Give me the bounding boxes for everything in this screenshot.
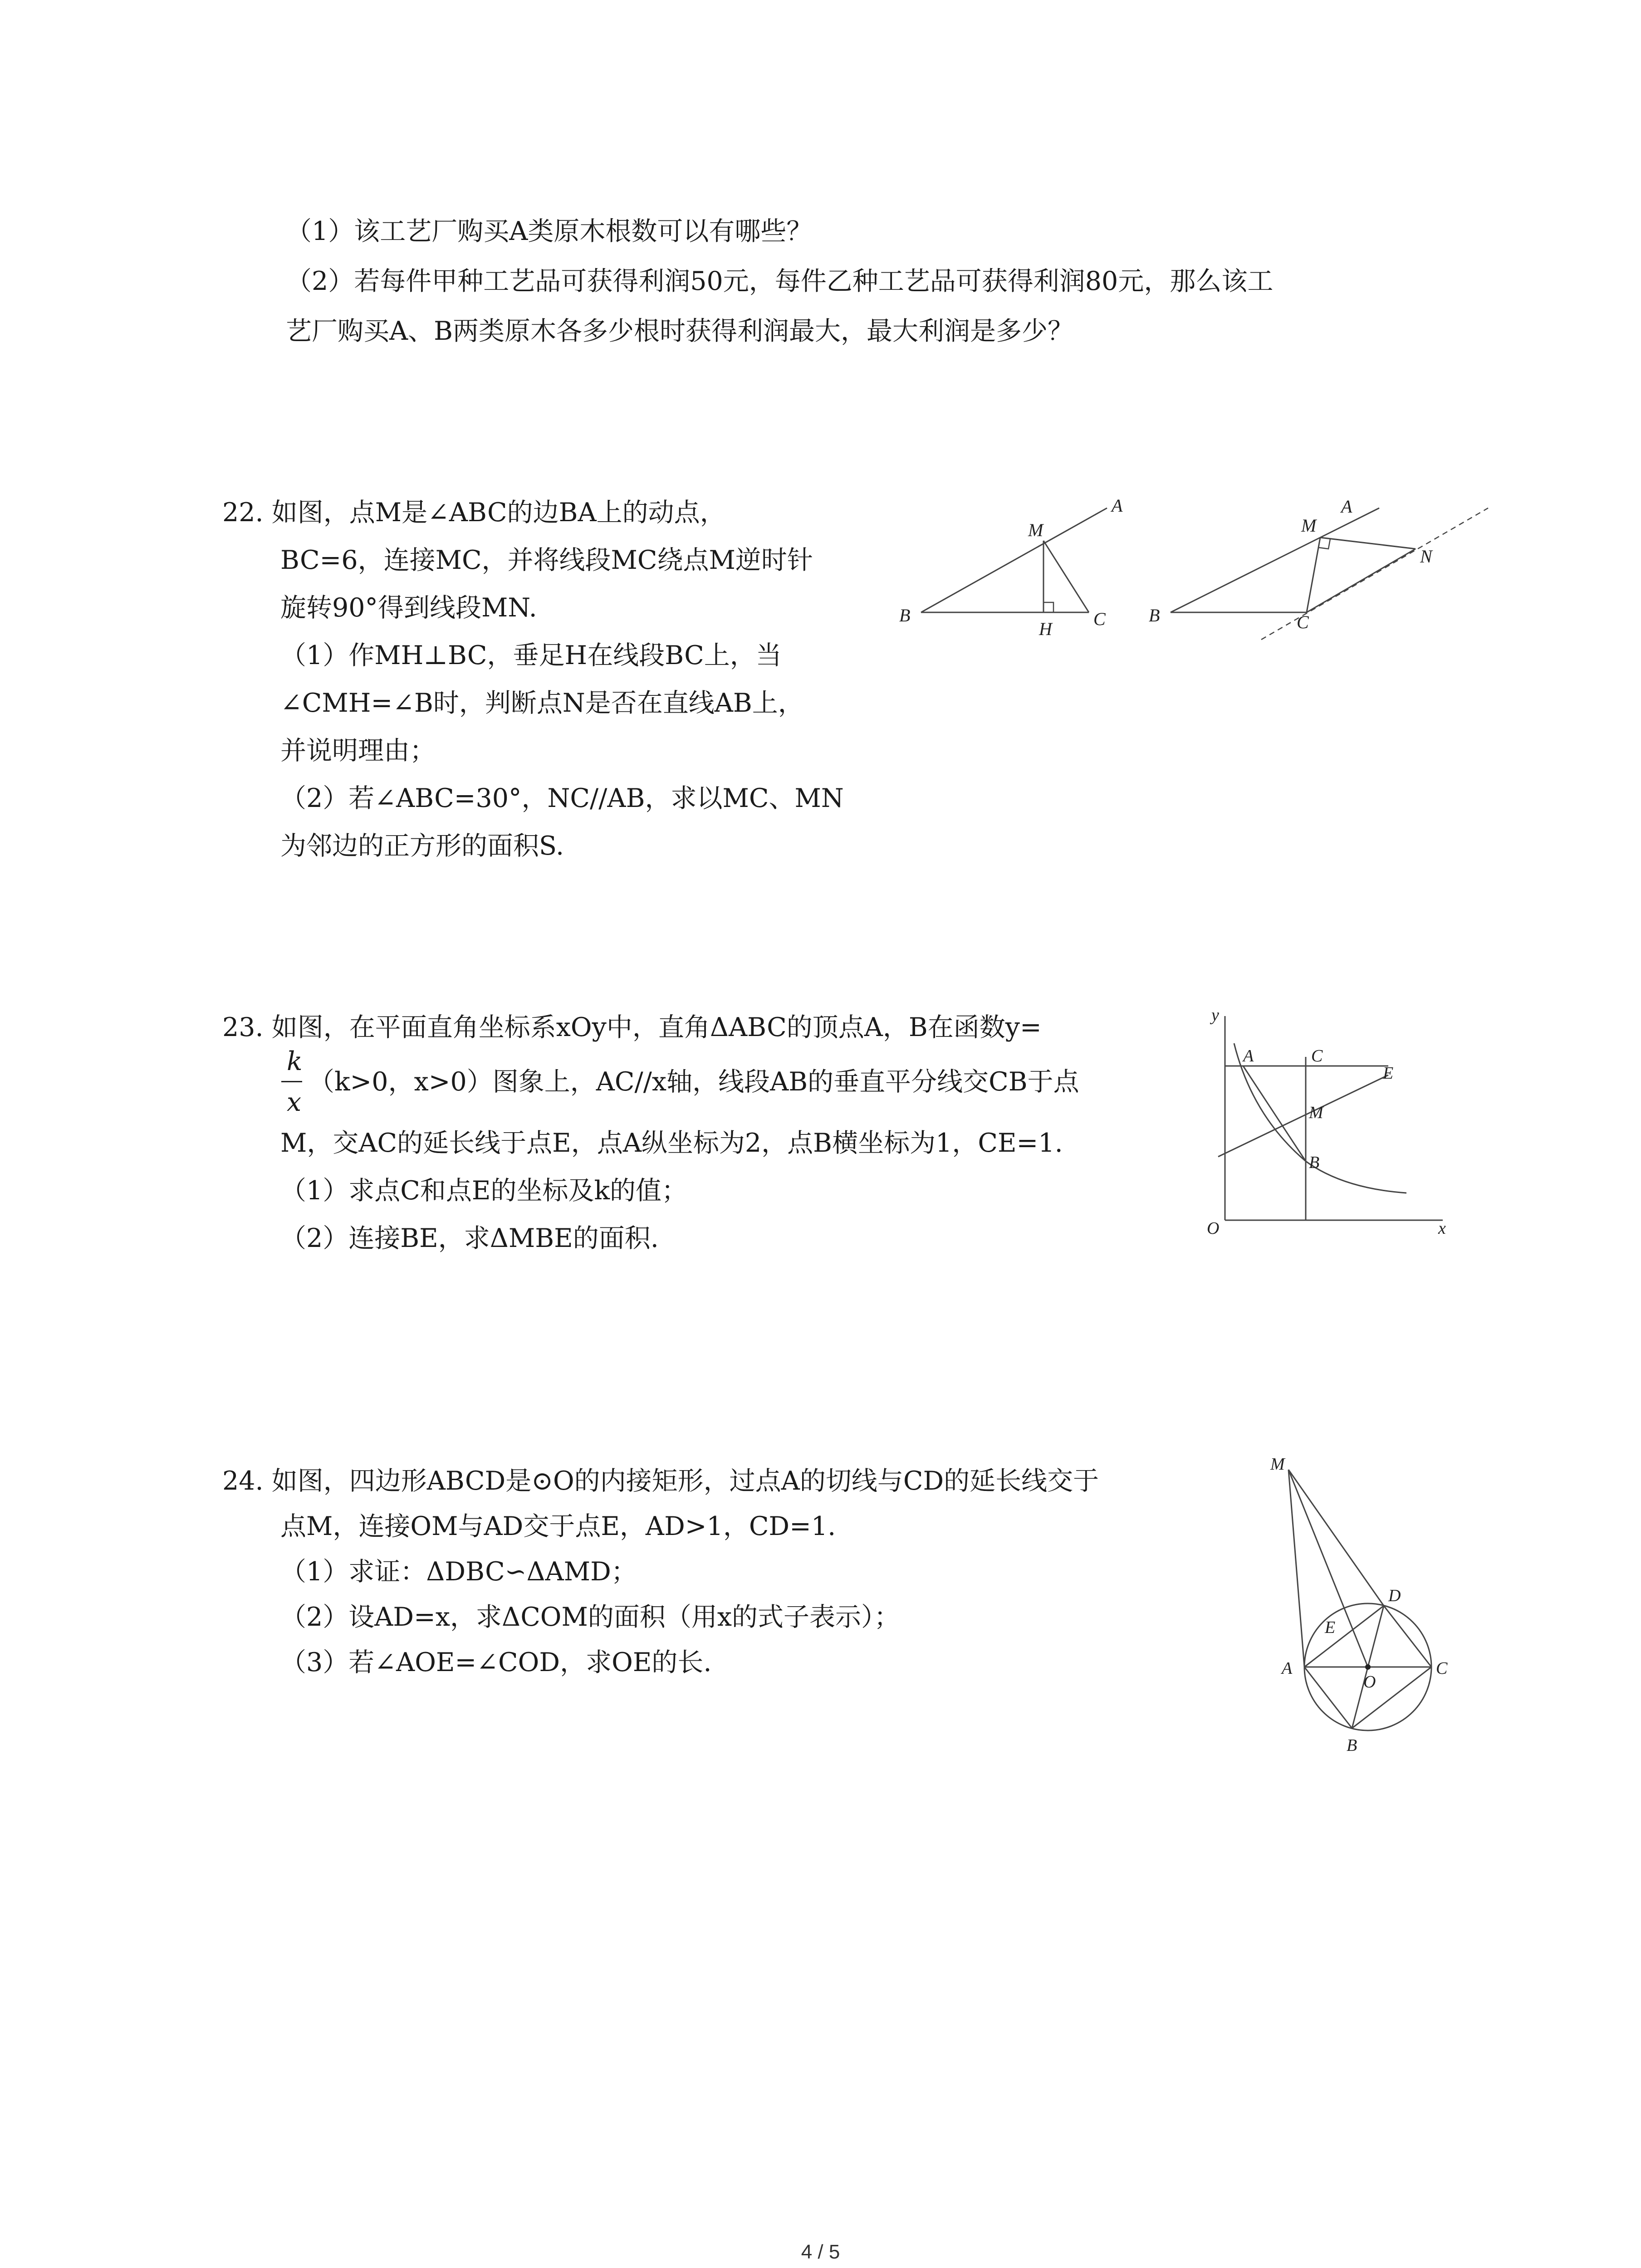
q23-fraction-numerator: k bbox=[287, 1046, 303, 1076]
svg-text:A: A bbox=[1112, 495, 1123, 516]
svg-text:x: x bbox=[1438, 1219, 1446, 1238]
q22-line-8: 为邻边的正方形的面积S. bbox=[280, 831, 564, 861]
svg-text:B: B bbox=[899, 605, 911, 626]
q24-line-5: （3）若∠AOE=∠COD，求OE的长. bbox=[280, 1647, 712, 1677]
svg-text:E: E bbox=[1383, 1064, 1394, 1083]
intro-line-2: （2）若每件甲种工艺品可获得利润50元，每件乙种工艺品可获得利润80元，那么该工 bbox=[286, 266, 1274, 296]
q23-line-4: （1）求点C和点E的坐标及k的值； bbox=[280, 1176, 688, 1206]
svg-text:H: H bbox=[1039, 619, 1052, 639]
svg-text:M: M bbox=[1270, 1455, 1285, 1474]
q22-line-5: ∠CMH=∠B时，判断点N是否在直线AB上， bbox=[280, 688, 804, 718]
svg-text:O: O bbox=[1363, 1672, 1376, 1691]
page-number: 4 / 5 bbox=[801, 2241, 840, 2263]
q22-line-7: （2）若∠ABC=30°，NC//AB，求以MC、MN bbox=[280, 783, 844, 813]
svg-text:E: E bbox=[1325, 1618, 1336, 1637]
svg-text:M: M bbox=[1309, 1103, 1323, 1122]
q23-fraction-denominator: x bbox=[287, 1087, 302, 1117]
q23-line-1: 23. 如图，在平面直角坐标系xOy中，直角ΔABC的顶点A，B在函数y= bbox=[222, 1012, 1042, 1042]
svg-text:A: A bbox=[1341, 496, 1352, 517]
svg-text:C: C bbox=[1436, 1659, 1448, 1678]
q23-line-2: （k>0，x>0）图象上，AC//x轴，线段AB的垂直平分线交CB于点 bbox=[309, 1067, 1079, 1097]
q23-figure bbox=[1180, 1002, 1461, 1256]
svg-text:M: M bbox=[1301, 515, 1317, 536]
svg-text:y: y bbox=[1211, 1006, 1219, 1025]
svg-text:B: B bbox=[1149, 605, 1160, 626]
svg-text:C: C bbox=[1297, 612, 1309, 632]
q22-figure-2 bbox=[1139, 490, 1502, 653]
q23-line-3: M，交AC的延长线于点E，点A纵坐标为2，点B横坐标为1，CE=1. bbox=[280, 1128, 1063, 1158]
intro-line-3: 艺厂购买A、B两类原木各多少根时获得利润最大，最大利润是多少？ bbox=[286, 316, 1074, 346]
svg-text:A: A bbox=[1243, 1046, 1254, 1066]
svg-text:A: A bbox=[1282, 1659, 1293, 1678]
svg-text:O: O bbox=[1207, 1219, 1220, 1238]
svg-text:D: D bbox=[1388, 1586, 1401, 1605]
q24-line-2: 点M，连接OM与AD交于点E，AD>1，CD=1. bbox=[280, 1511, 836, 1541]
svg-text:N: N bbox=[1420, 546, 1432, 567]
svg-text:B: B bbox=[1347, 1736, 1357, 1755]
intro-line-1: （1）该工艺厂购买A类原木根数可以有哪些？ bbox=[286, 216, 813, 246]
svg-text:M: M bbox=[1028, 520, 1043, 540]
q22-line-3: 旋转90°得到线段MN. bbox=[280, 593, 537, 623]
q22-line-6: 并说明理由； bbox=[280, 736, 436, 766]
q24-line-3: （1）求证：ΔDBC∽ΔAMD； bbox=[280, 1557, 637, 1587]
q24-line-4: （2）设AD=x，求ΔCOM的面积（用x的式子表示）； bbox=[280, 1602, 900, 1632]
q24-figure bbox=[1261, 1452, 1470, 1778]
svg-text:C: C bbox=[1311, 1046, 1323, 1066]
svg-text:B: B bbox=[1309, 1153, 1320, 1172]
q22-line-2: BC=6，连接MC，并将线段MC绕点M逆时针 bbox=[280, 545, 813, 575]
q22-line-4: （1）作MH⊥BC，垂足H在线段BC上，当 bbox=[280, 640, 782, 670]
q22-line-1: 22. 如图，点M是∠ABC的边BA上的动点， bbox=[222, 498, 726, 528]
svg-text:C: C bbox=[1093, 609, 1106, 629]
q24-line-1: 24. 如图，四边形ABCD是⊙O的内接矩形，过点A的切线与CD的延长线交于 bbox=[222, 1466, 1099, 1496]
q23-line-5: （2）连接BE，求ΔMBE的面积. bbox=[280, 1223, 659, 1253]
q22-figure-1 bbox=[889, 490, 1143, 644]
q23-fraction-bar bbox=[281, 1081, 302, 1082]
